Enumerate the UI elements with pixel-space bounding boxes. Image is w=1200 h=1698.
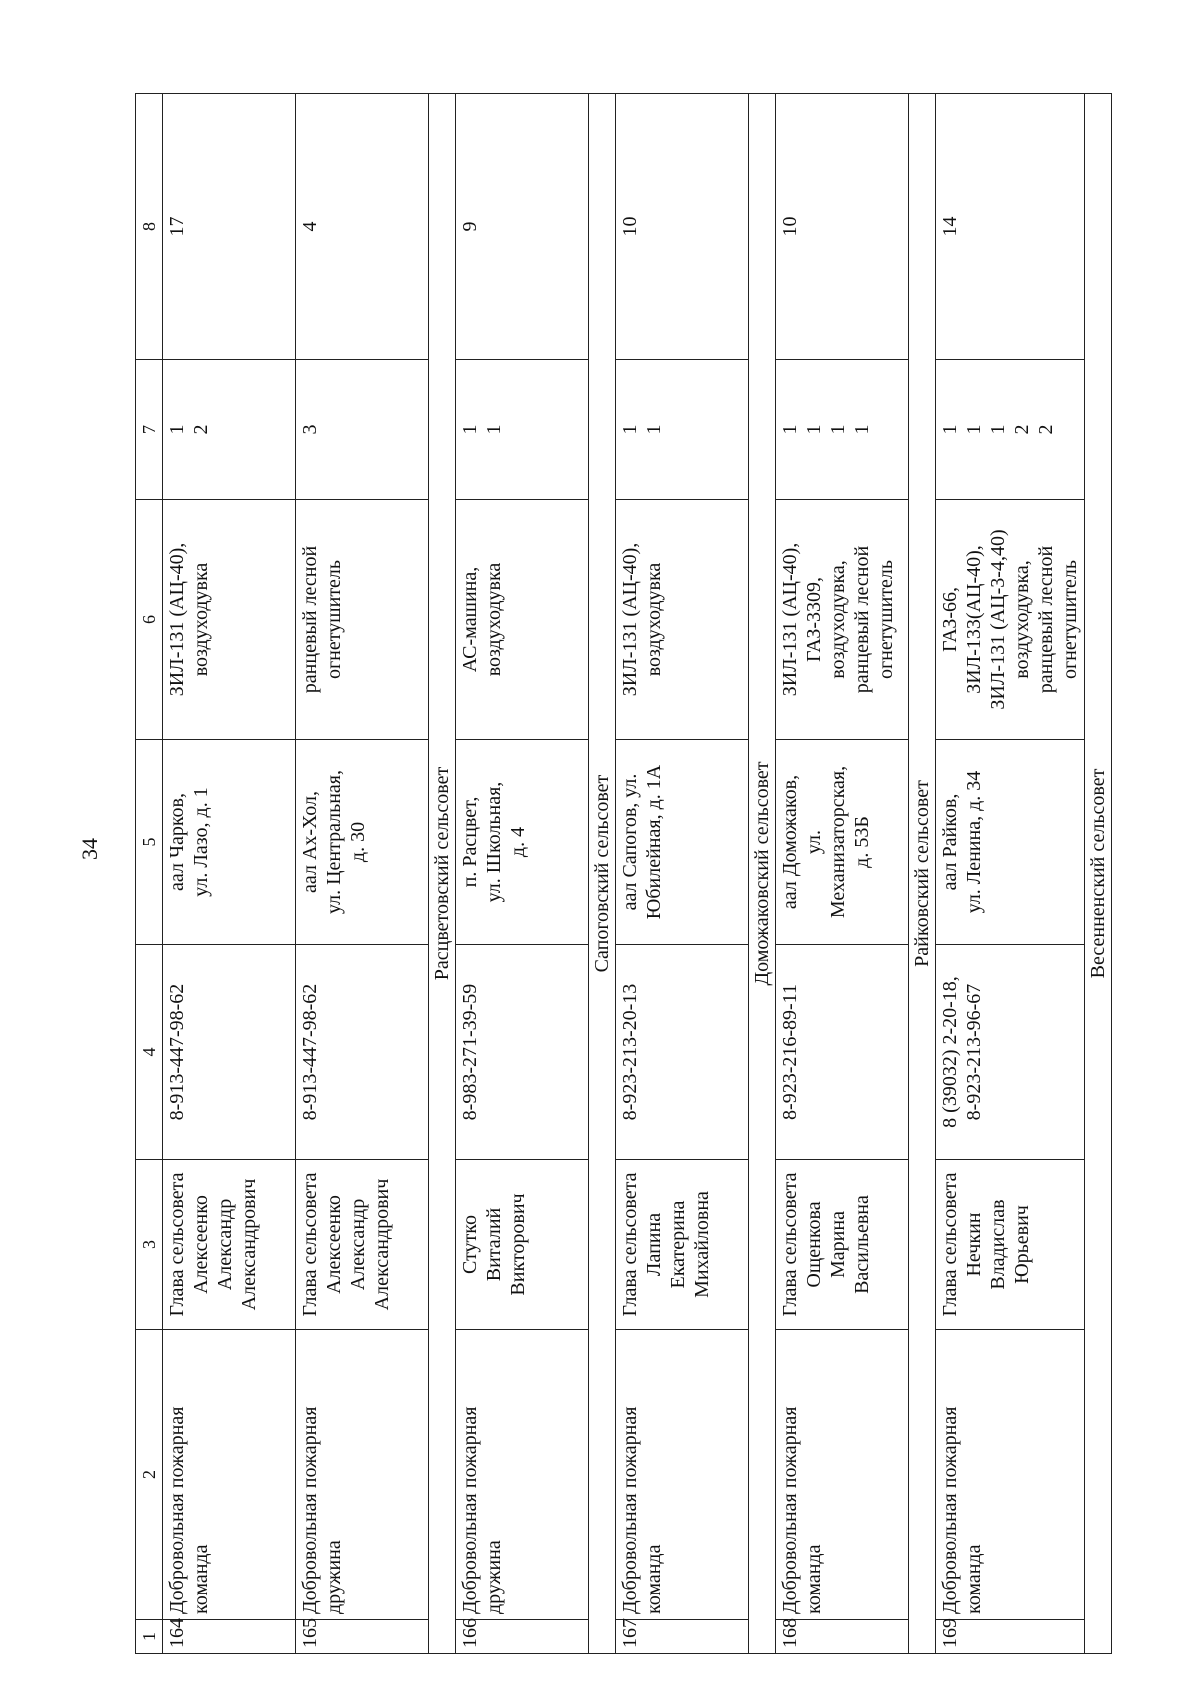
fire-brigades-table (135, 93, 1112, 1654)
organization-name: Добровольная пожарная дружина (296, 1330, 429, 1620)
staff-count: 17 (163, 94, 296, 360)
phone-number: 8-923-216-89-11 (776, 945, 909, 1160)
section-title: Весенненский сельсовет (1085, 94, 1112, 1654)
equipment-list: ЗИЛ-131 (АЦ-40), воздуходувка (616, 500, 749, 740)
equipment-list: ранцевый лесной огнетушитель (296, 500, 429, 740)
table-row (163, 94, 296, 1654)
address: аал Райков, ул. Ленина, д. 34 (936, 740, 1085, 945)
phone-number: 8-913-447-98-62 (163, 945, 296, 1160)
table-row (456, 94, 589, 1654)
page-number: 34 (77, 838, 102, 860)
phone-number: 8-983-271-39-59 (456, 945, 589, 1160)
address: п. Расцвет, ул. Школьная, д. 4 (456, 740, 589, 945)
staff-count: 10 (616, 94, 749, 360)
section-title: Сапоговский сельсовет (589, 94, 616, 1654)
head-person: Глава сельсовета Ощенкова Марина Васильевна (776, 1160, 909, 1330)
column-number: 8 (136, 94, 163, 360)
phone-number: 8-913-447-98-62 (296, 945, 429, 1160)
equipment-list: ГАЗ-66, ЗИЛ-133(АЦ-40), ЗИЛ-131 (АЦ-3-4,40) воздуходувка, ранцевый лесной огнетушитель (936, 500, 1085, 740)
table-row (776, 94, 909, 1654)
organization-name: Добровольная пожарная команда (776, 1330, 909, 1620)
row-number: 168 (776, 1620, 909, 1654)
address: аал Доможаков, ул. Механизаторская, д. 53Б (776, 740, 909, 945)
section-row (429, 94, 456, 1654)
head-person: Глава сельсовета Алексеенко Александр Александрович (163, 1160, 296, 1330)
organization-name: Добровольная пожарная команда (163, 1330, 296, 1620)
address: аал Ах-Хол, ул. Центральная, д. 30 (296, 740, 429, 945)
section-title: Доможаковский сельсовет (749, 94, 776, 1654)
section-title: Райковский сельсовет (909, 94, 936, 1654)
equipment-list: АС-машина, воздуходувка (456, 500, 589, 740)
column-number: 5 (136, 740, 163, 945)
row-number: 169 (936, 1620, 1085, 1654)
column-number: 7 (136, 360, 163, 500)
column-number: 2 (136, 1330, 163, 1620)
row-number: 164 (163, 1620, 296, 1654)
phone-number: 8 (39032) 2-20-18, 8-923-213-96-67 (936, 945, 1085, 1160)
organization-name: Добровольная пожарная команда (616, 1330, 749, 1620)
equipment-count: 1 1 (456, 360, 589, 500)
equipment-count: 1 2 (163, 360, 296, 500)
staff-count: 14 (936, 94, 1085, 360)
section-title: Расцветовский сельсовет (429, 94, 456, 1654)
organization-name: Добровольная пожарная команда (936, 1330, 1085, 1620)
phone-number: 8-923-213-20-13 (616, 945, 749, 1160)
column-number: 6 (136, 500, 163, 740)
head-person: Глава сельсовета Лапина Екатерина Михайловна (616, 1160, 749, 1330)
column-number: 1 (136, 1620, 163, 1654)
staff-count: 10 (776, 94, 909, 360)
row-number: 167 (616, 1620, 749, 1654)
equipment-list: ЗИЛ-131 (АЦ-40), ГАЗ-3309, воздуходувка, ранцевый лесной огнетушитель (776, 500, 909, 740)
equipment-count: 3 (296, 360, 429, 500)
equipment-count: 1 1 1 1 (776, 360, 909, 500)
section-row (749, 94, 776, 1654)
table-row (616, 94, 749, 1654)
section-row (589, 94, 616, 1654)
equipment-count: 1 1 (616, 360, 749, 500)
column-number-row (136, 94, 163, 1654)
address: аал Чарков, ул. Лазо, д. 1 (163, 740, 296, 945)
table-row (936, 94, 1085, 1654)
column-number: 3 (136, 1160, 163, 1330)
head-person: Глава сельсовета Нечкин Владислав Юрьевич (936, 1160, 1085, 1330)
section-row (909, 94, 936, 1654)
row-number: 165 (296, 1620, 429, 1654)
table-row (296, 94, 429, 1654)
staff-count: 9 (456, 94, 589, 360)
address: аал Сапогов, ул. Юбилейная, д. 1А (616, 740, 749, 945)
organization-name: Добровольная пожарная дружина (456, 1330, 589, 1620)
section-row (1085, 94, 1112, 1654)
row-number: 166 (456, 1620, 589, 1654)
equipment-list: ЗИЛ-131 (АЦ-40), воздуходувка (163, 500, 296, 740)
head-person: Стутко Виталий Викторович (456, 1160, 589, 1330)
rotated-table-wrapper (135, 94, 1109, 1654)
column-number: 4 (136, 945, 163, 1160)
equipment-count: 1 1 1 2 2 (936, 360, 1085, 500)
table-body (136, 94, 1112, 1654)
staff-count: 4 (296, 94, 429, 360)
head-person: Глава сельсовета Алексеенко Александр Александрович (296, 1160, 429, 1330)
